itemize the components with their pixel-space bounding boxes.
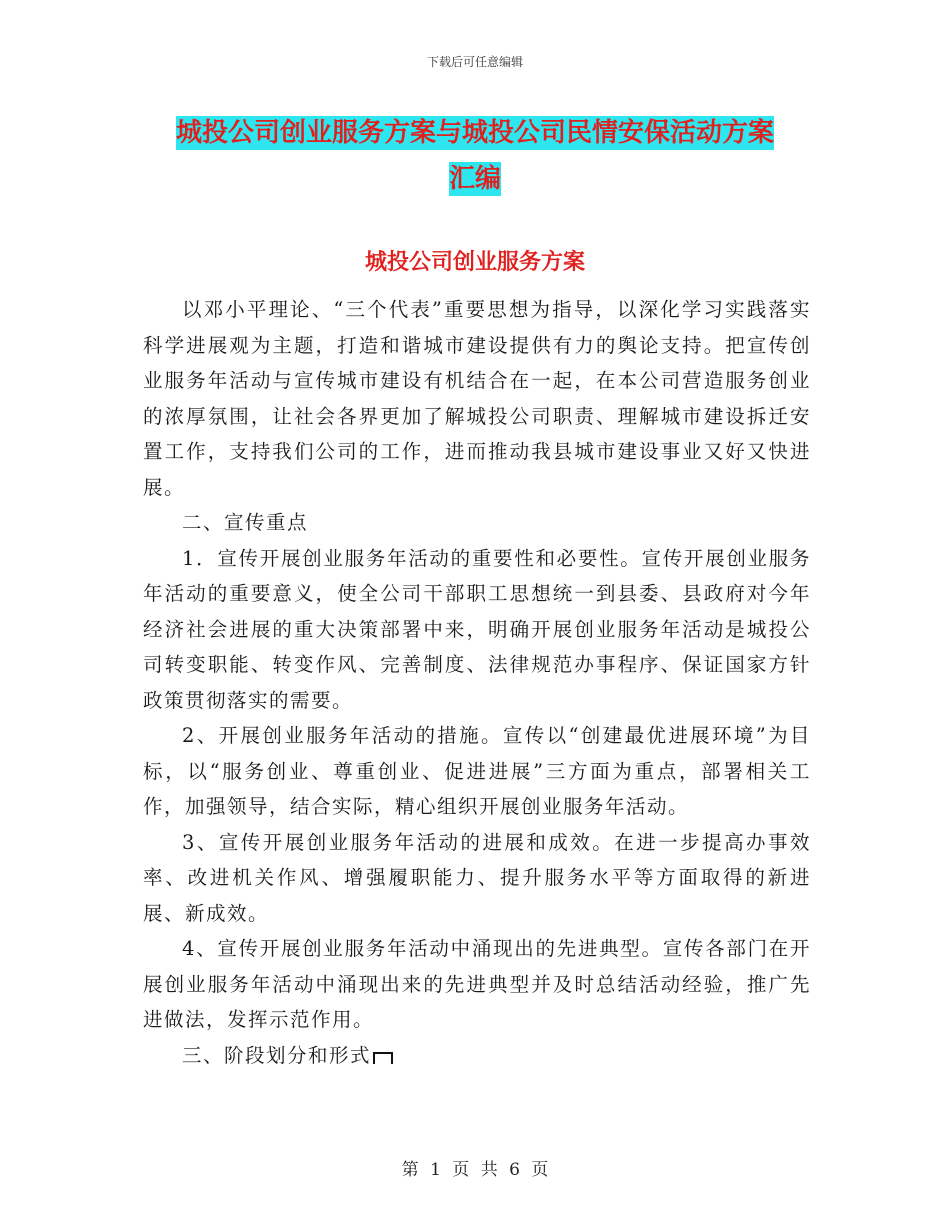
paragraph-point-3: 3、宣传开展创业服务年活动的进展和成效。在进一步提高办事效率、改进机关作风、增强履职能力、提升服务水平等方面取得的新进展、新成效。 [143, 830, 811, 925]
document-title-line-2: 汇编 [448, 164, 501, 194]
document-body [143, 292, 811, 1073]
section-title: 城投公司创业服务方案 [364, 250, 585, 275]
page-footer: 第 1 页 共 6 页 [401, 1160, 549, 1180]
paragraph-point-1: 1．宣传开展创业服务年活动的重要性和必要性。宣传开展创业服务年活动的重要意义，使全公司干部职工思想统一到县委、县政府对今年经济社会进展的重大决策部署中来，明确开展创业服务年活动是城投公司转变职能、转变作风、完善制度、法律规范办事程序、保证国家方针政策贯彻落实的需要。 [143, 546, 811, 712]
heading-publicity-focus: 二、宣传重点 [182, 511, 309, 534]
document-title [150, 110, 800, 202]
page-header-note: 下载后可任意编辑 [426, 55, 523, 69]
heading-stages-text: 三、阶段划分和形式 [182, 1043, 372, 1067]
text-cursor-icon [373, 1052, 393, 1064]
paragraph-intro: 以邓小平理论、“三个代表”重要思想为指导，以深化学习实践落实科学进展观为主题，打造和谐城市建设提供有力的舆论支持。把宣传创业服务年活动与宣传城市建设有机结合在一起，在本公司营造服务创业的浓厚氛围，让社会各界更加了解城投公司职责、理解城市建设拆迁安置工作，支持我们公司的工作，进而推动我县城市建设事业又好又快进展。 [143, 298, 811, 499]
paragraph-point-4: 4、宣传开展创业服务年活动中涌现出的先进典型。宣传各部门在开展创业服务年活动中涌现出来的先进典型并及时总结活动经验，推广先进做法，发挥示范作用。 [143, 937, 811, 1031]
heading-stages [143, 1038, 811, 1074]
paragraph-point-2: 2、开展创业服务年活动的措施。宣传以“创建最优进展环境”为目标，以“服务创业、尊重创业、促进进展”三方面为重点，部署相关工作，加强领导，结合实际，精心组织开展创业服务年活动。 [143, 724, 811, 818]
document-title-line-1: 城投公司创业服务方案与城投公司民情安保活动方案 [175, 118, 774, 148]
